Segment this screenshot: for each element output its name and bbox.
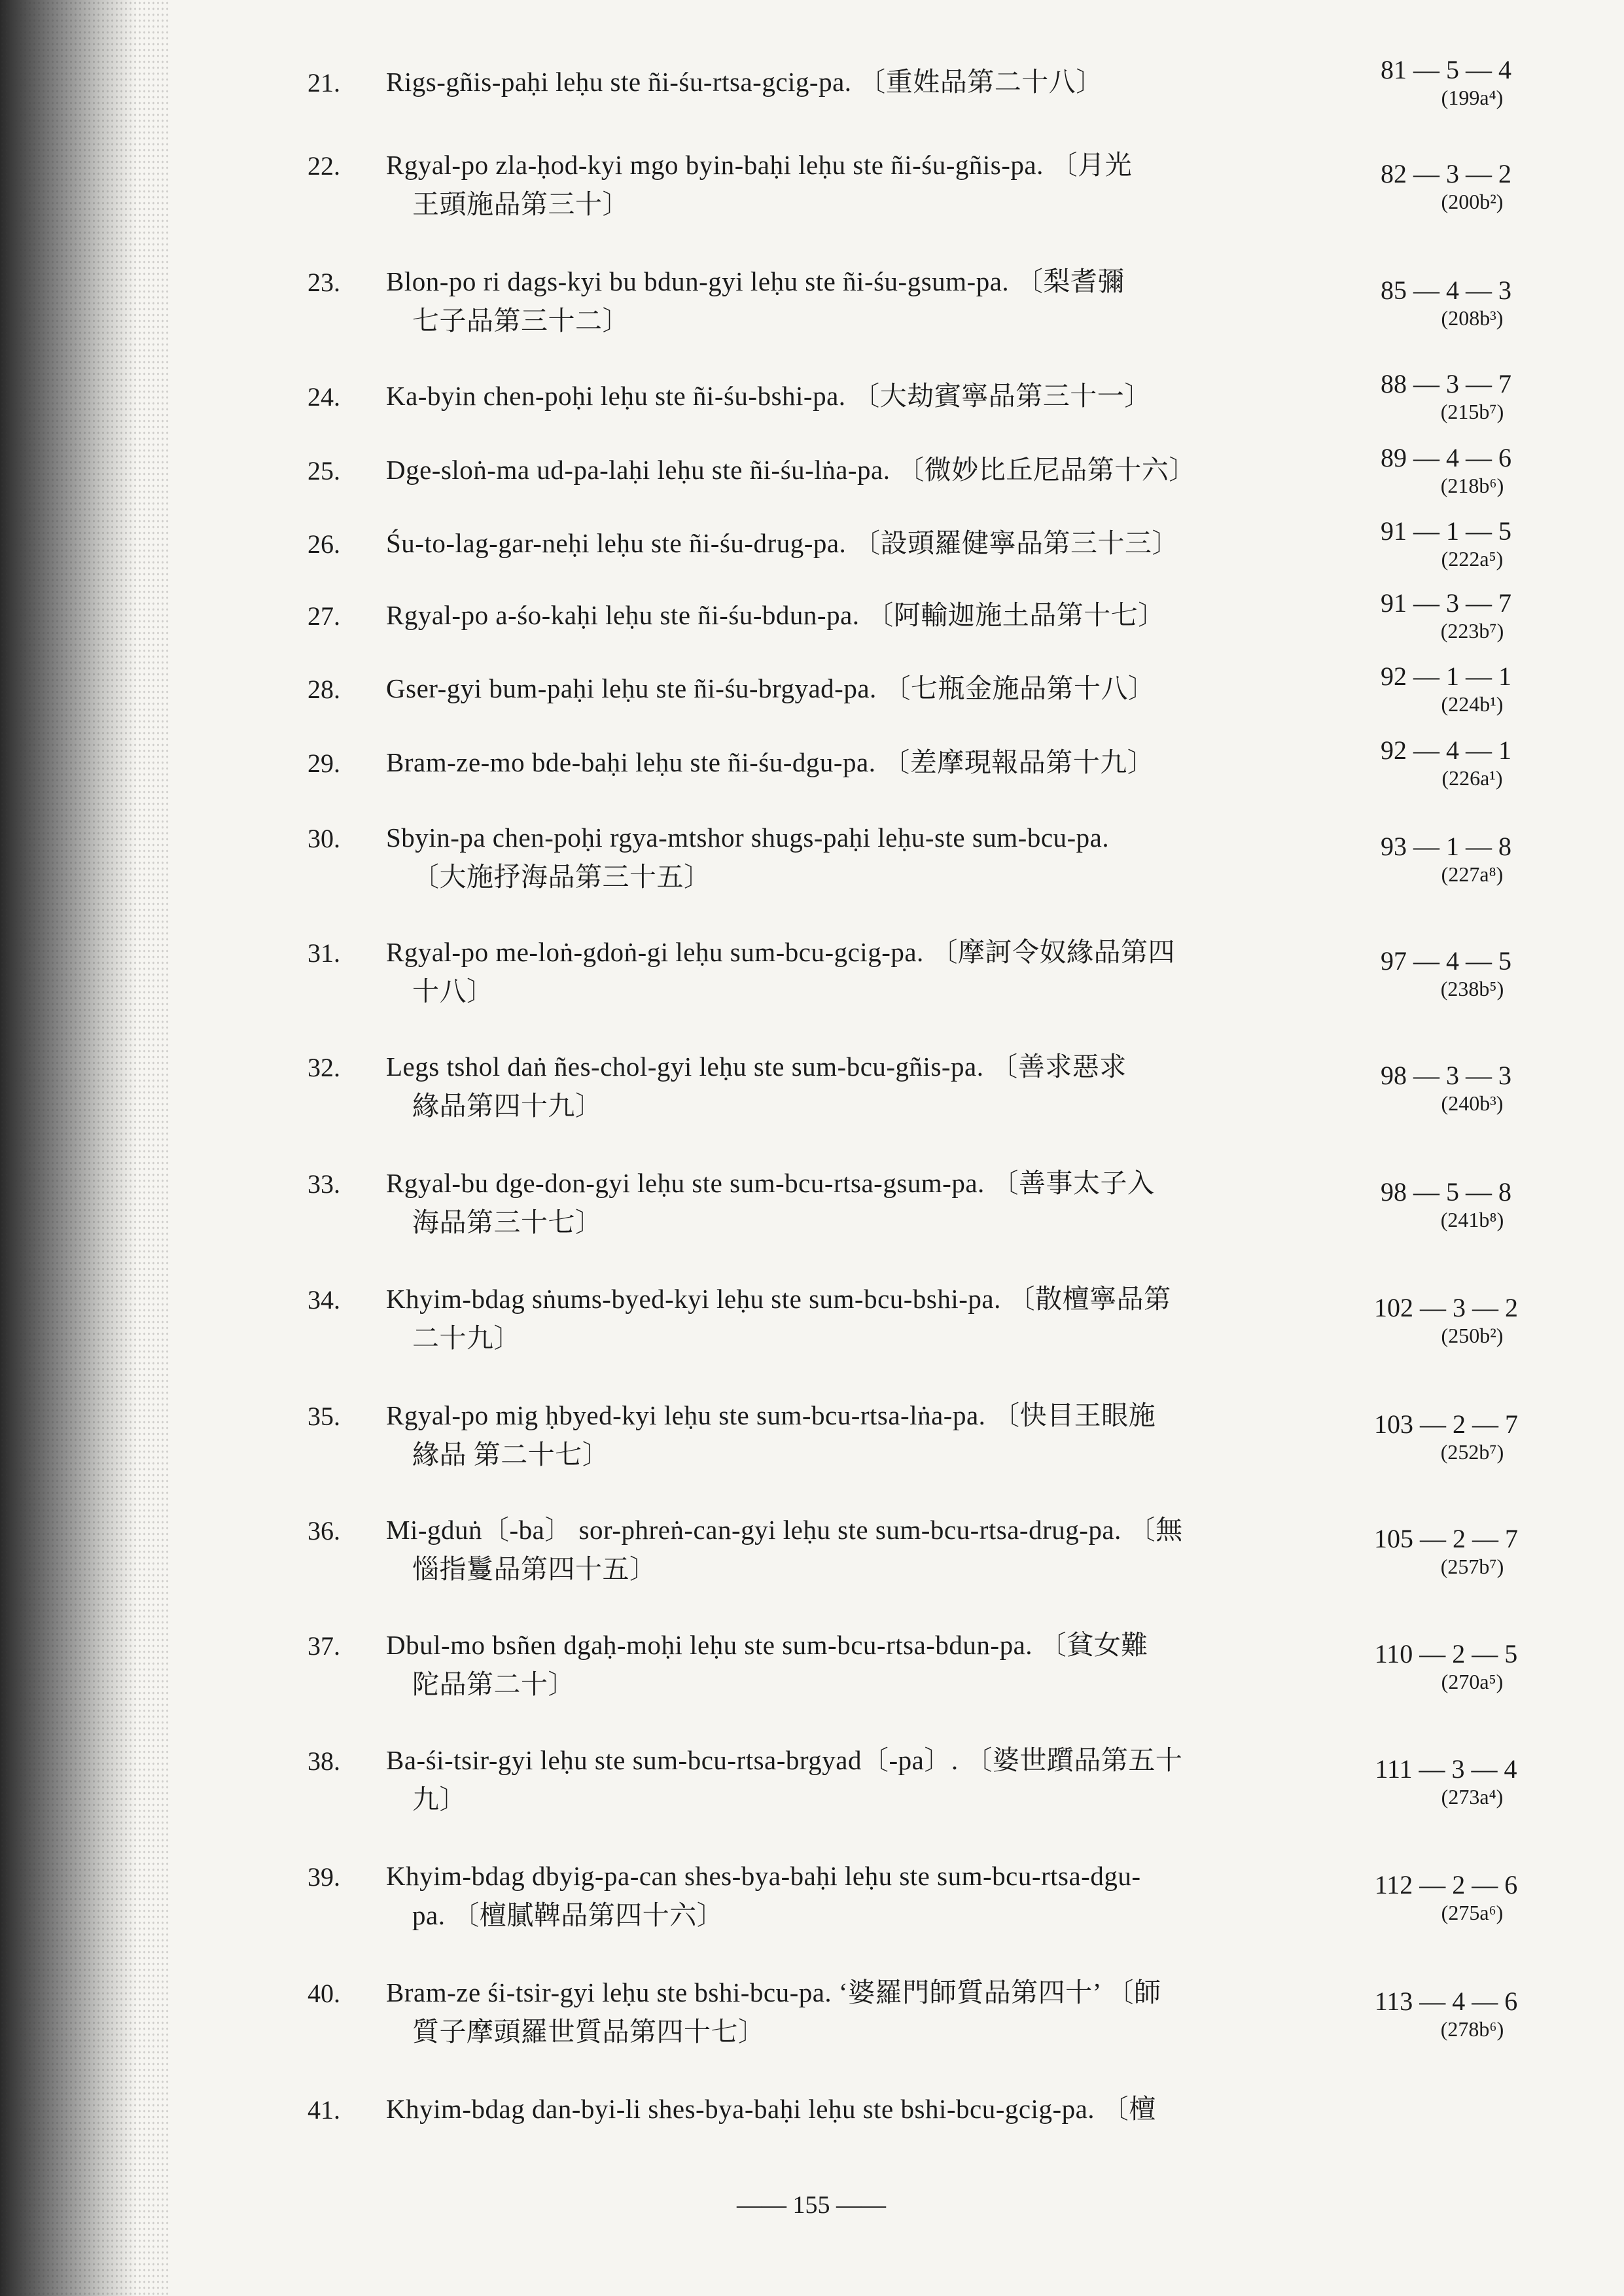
entry-reference — [1341, 588, 1551, 643]
entry-number: 23. — [308, 268, 340, 297]
entry-reference — [1341, 158, 1551, 213]
entry-title — [386, 743, 1407, 782]
entry-number: 25. — [308, 456, 340, 486]
entry-title-line: Legs tshol daṅ ñes-chol-gyi leḥu ste sum-bcu-gñis-pa. 〔善求惡求 — [386, 1051, 1127, 1082]
entry-title — [386, 1740, 1407, 1819]
entry-reference — [1341, 735, 1551, 790]
entry-number: 22. — [308, 151, 340, 181]
entry-number: 32. — [308, 1053, 340, 1082]
entry-title — [386, 62, 1407, 101]
entry-number: 37. — [308, 1631, 340, 1661]
entry-reference — [1341, 516, 1551, 571]
reference-main: 92 — 4 — 1 — [1381, 735, 1511, 765]
entry-number: 33. — [308, 1169, 340, 1199]
reference-folio: (270a⁵) — [1441, 1670, 1504, 1693]
entry-title — [386, 1973, 1407, 2051]
entry-number: 26. — [308, 529, 340, 559]
reference-main: 88 — 3 — 7 — [1381, 369, 1511, 398]
reference-folio: (200b²) — [1441, 190, 1504, 213]
entry-reference — [1341, 442, 1551, 497]
entry-reference — [1341, 1060, 1551, 1115]
reference-folio: (278b⁶) — [1440, 2017, 1504, 2041]
entry-title — [386, 1163, 1407, 1242]
entry-reference — [1341, 1409, 1551, 1464]
reference-main: 105 — 2 — 7 — [1374, 1524, 1518, 1553]
entry-title-line: Khyim-bdag dbyig-pa-can shes-bya-baḥi leḥu ste sum-bcu-rtsa-dgu- — [386, 1861, 1141, 1891]
entry-title — [386, 1510, 1407, 1589]
entry-title-line: Blon-po ri dags-kyi bu bdun-gyi leḥu ste ñi-śu-gsum-pa. 〔梨耆彌 — [386, 266, 1125, 296]
entry-title-line: 〔大施抒海品第三十五〕 — [412, 862, 711, 892]
entry-number: 29. — [308, 749, 340, 778]
entry-title-line: Śu-to-lag-gar-neḥi leḥu ste ñi-śu-drug-pa. 〔設頭羅健寧品第三十三〕 — [386, 528, 1180, 558]
reference-folio: (208b³) — [1441, 306, 1504, 330]
reference-main: 98 — 5 — 8 — [1381, 1177, 1511, 1207]
scan-noise — [0, 0, 170, 2296]
reference-main: 112 — 2 — 6 — [1374, 1870, 1518, 1899]
entry-title-line: 二十九〕 — [412, 1323, 521, 1353]
entry-reference — [1341, 1638, 1551, 1693]
reference-folio: (226a¹) — [1441, 766, 1503, 790]
reference-main: 91 — 3 — 7 — [1381, 588, 1511, 618]
entry-number: 21. — [308, 68, 340, 97]
entry-number: 30. — [308, 824, 340, 853]
entry-title-line: Rgyal-bu dge-don-gyi leḥu ste sum-bcu-rtsa-gsum-pa. 〔善事太子入 — [386, 1168, 1155, 1198]
entry-number: 40. — [308, 1979, 340, 2008]
reference-main: 93 — 1 — 8 — [1381, 832, 1511, 861]
entry-title-line: Mi-gduṅ〔-ba〕 sor-phreṅ-can-gyi leḥu ste sum-bcu-rtsa-drug-pa. 〔無 — [386, 1515, 1183, 1545]
entry-reference — [1341, 1176, 1551, 1231]
entry-reference — [1341, 831, 1551, 886]
entry-title-line: Bram-ze śi-tsir-gyi leḥu ste bshi-bcu-pa. ‘婆羅門師質品第四十’ 〔師 — [386, 1977, 1161, 2007]
entry-title-line: Dbul-mo bsñen dgaḥ-moḥi leḥu ste sum-bcu-rtsa-bdun-pa. 〔貧女難 — [386, 1630, 1148, 1660]
reference-main: 85 — 4 — 3 — [1381, 275, 1511, 305]
reference-folio: (224b¹) — [1441, 692, 1504, 716]
entry-reference — [1341, 661, 1551, 716]
reference-main: 92 — 1 — 1 — [1381, 662, 1511, 691]
entry-reference — [1341, 368, 1551, 423]
entry-title-line: 惱指鬘品第四十五〕 — [412, 1554, 657, 1584]
entry-title-line: 七子品第三十二〕 — [412, 306, 629, 336]
entry-reference — [1341, 1986, 1551, 2041]
entry-number: 27. — [308, 601, 340, 631]
entry-number: 36. — [308, 1516, 340, 1545]
entry-title-line: Ba-śi-tsir-gyi leḥu ste sum-bcu-rtsa-brgyad〔-pa〕. 〔婆世躓品第五十 — [386, 1745, 1183, 1775]
reference-main: 110 — 2 — 5 — [1374, 1639, 1518, 1669]
reference-folio: (222a⁵) — [1441, 547, 1504, 571]
entry-title — [386, 595, 1407, 635]
entry-title — [386, 1856, 1407, 1935]
entry-title-line: Khyim-bdag sṅums-byed-kyi leḥu ste sum-bcu-bshi-pa. 〔散檀寧品第 — [386, 1284, 1171, 1314]
entry-title — [386, 450, 1407, 489]
entry-title — [386, 932, 1407, 1011]
entry-title-line: Ka-byin chen-poḥi leḥu ste ñi-śu-bshi-pa. 〔大劫賓寧品第三十一〕 — [386, 381, 1152, 411]
entry-number: 28. — [308, 675, 340, 704]
entry-title-line: Rgyal-po zla-ḥod-kyi mgo byin-baḥi leḥu ste ñi-śu-gñis-pa. 〔月光 — [386, 150, 1133, 180]
entry-title — [386, 376, 1407, 415]
reference-folio: (238b⁵) — [1440, 977, 1504, 1000]
entry-title — [386, 818, 1407, 896]
entry-reference — [1341, 945, 1551, 1000]
entry-title-line: Rigs-gñis-paḥi leḥu ste ñi-śu-rtsa-gcig-pa. 〔重姓品第二十八〕 — [386, 67, 1103, 97]
entry-number: 34. — [308, 1285, 340, 1315]
reference-main: 111 — 3 — 4 — [1375, 1754, 1517, 1784]
reference-folio: (257b⁷) — [1440, 1555, 1504, 1578]
reference-main: 81 — 5 — 4 — [1381, 55, 1511, 84]
entry-reference — [1341, 54, 1551, 109]
entry-number: 24. — [308, 382, 340, 412]
entry-title-line: Khyim-bdag dan-byi-li shes-bya-baḥi leḥu ste bshi-bcu-gcig-pa. 〔檀 — [386, 2094, 1156, 2124]
entry-title-line: 王頭施品第三十〕 — [412, 189, 629, 219]
entry-title — [386, 1047, 1407, 1125]
entry-title — [386, 262, 1407, 340]
entry-title-line: 緣品 第二十七〕 — [412, 1439, 610, 1470]
reference-folio: (223b⁷) — [1440, 619, 1504, 643]
entry-title — [386, 2089, 1407, 2128]
entry-title-line: 九〕 — [412, 1784, 467, 1814]
entry-number: 41. — [308, 2095, 340, 2125]
entry-title-line: 十八〕 — [412, 976, 494, 1006]
reference-main: 98 — 3 — 3 — [1381, 1061, 1511, 1090]
entry-title-line: 緣品第四十九〕 — [412, 1091, 603, 1121]
reference-folio: (250b²) — [1441, 1324, 1504, 1347]
entry-reference — [1341, 1754, 1551, 1809]
entry-title-line: 海品第三十七〕 — [412, 1207, 603, 1237]
entry-title — [386, 1396, 1407, 1474]
entry-reference — [1341, 1523, 1551, 1578]
reference-folio: (199a⁴) — [1441, 86, 1504, 109]
reference-main: 91 — 1 — 5 — [1381, 516, 1511, 546]
entry-number: 31. — [308, 938, 340, 968]
entry-title-line: Bram-ze-mo bde-baḥi leḥu ste ñi-śu-dgu-pa. 〔差摩現報品第十九〕 — [386, 747, 1155, 777]
reference-folio: (215b⁷) — [1440, 400, 1504, 423]
reference-main: 97 — 4 — 5 — [1381, 946, 1511, 976]
entry-number: 39. — [308, 1862, 340, 1892]
entry-number: 35. — [308, 1402, 340, 1431]
reference-folio: (241b⁸) — [1440, 1208, 1504, 1231]
reference-main: 89 — 4 — 6 — [1381, 443, 1511, 472]
reference-main: 103 — 2 — 7 — [1374, 1409, 1518, 1439]
entry-reference — [1341, 1869, 1551, 1924]
entry-title — [386, 145, 1407, 224]
entry-title-line: Rgyal-po mig ḥbyed-kyi leḥu ste sum-bcu-rtsa-lṅa-pa. 〔快目王眼施 — [386, 1400, 1156, 1430]
reference-folio: (227a⁸) — [1441, 862, 1504, 886]
entry-title — [386, 523, 1407, 563]
entry-title — [386, 669, 1407, 708]
entry-number: 38. — [308, 1746, 340, 1776]
reference-main: 113 — 4 — 6 — [1374, 1987, 1518, 2016]
reference-main: 102 — 3 — 2 — [1374, 1293, 1518, 1322]
entry-title-line: pa. 〔檀膩鞞品第四十六〕 — [412, 1900, 724, 1930]
entry-title-line: 質子摩頭羅世質品第四十七〕 — [412, 2017, 766, 2047]
page-number: —— 155 —— — [737, 2191, 886, 2219]
reference-folio: (218b⁶) — [1440, 474, 1504, 497]
reference-folio: (252b⁷) — [1440, 1440, 1504, 1464]
reference-folio: (275a⁶) — [1441, 1901, 1504, 1924]
entry-title-line: Gser-gyi bum-paḥi leḥu ste ñi-śu-brgyad-pa. 〔七瓶金施品第十八〕 — [386, 673, 1156, 703]
entry-title — [386, 1279, 1407, 1358]
entry-title-line: 陀品第二十〕 — [412, 1669, 575, 1699]
entry-title-line: Sbyin-pa chen-poḥi rgya-mtshor shugs-paḥi leḥu-ste sum-bcu-pa. — [386, 822, 1110, 853]
entry-title-line: Dge-sloṅ-ma ud-pa-laḥi leḥu ste ñi-śu-lṅa-pa. 〔微妙比丘尼品第十六〕 — [386, 455, 1196, 485]
entry-title — [386, 1625, 1407, 1704]
entry-reference — [1341, 1292, 1551, 1347]
reference-folio: (240b³) — [1441, 1091, 1504, 1115]
entry-reference — [1341, 275, 1551, 330]
reference-main: 82 — 3 — 2 — [1381, 159, 1511, 188]
entry-title-line: Rgyal-po a-śo-kaḥi leḥu ste ñi-śu-bdun-pa. 〔阿輸迦施土品第十七〕 — [386, 600, 1165, 630]
entry-title-line: Rgyal-po me-loṅ-gdoṅ-gi leḥu sum-bcu-gcig-pa. 〔摩訶令奴緣品第四 — [386, 937, 1176, 967]
reference-folio: (273a⁴) — [1441, 1785, 1504, 1809]
